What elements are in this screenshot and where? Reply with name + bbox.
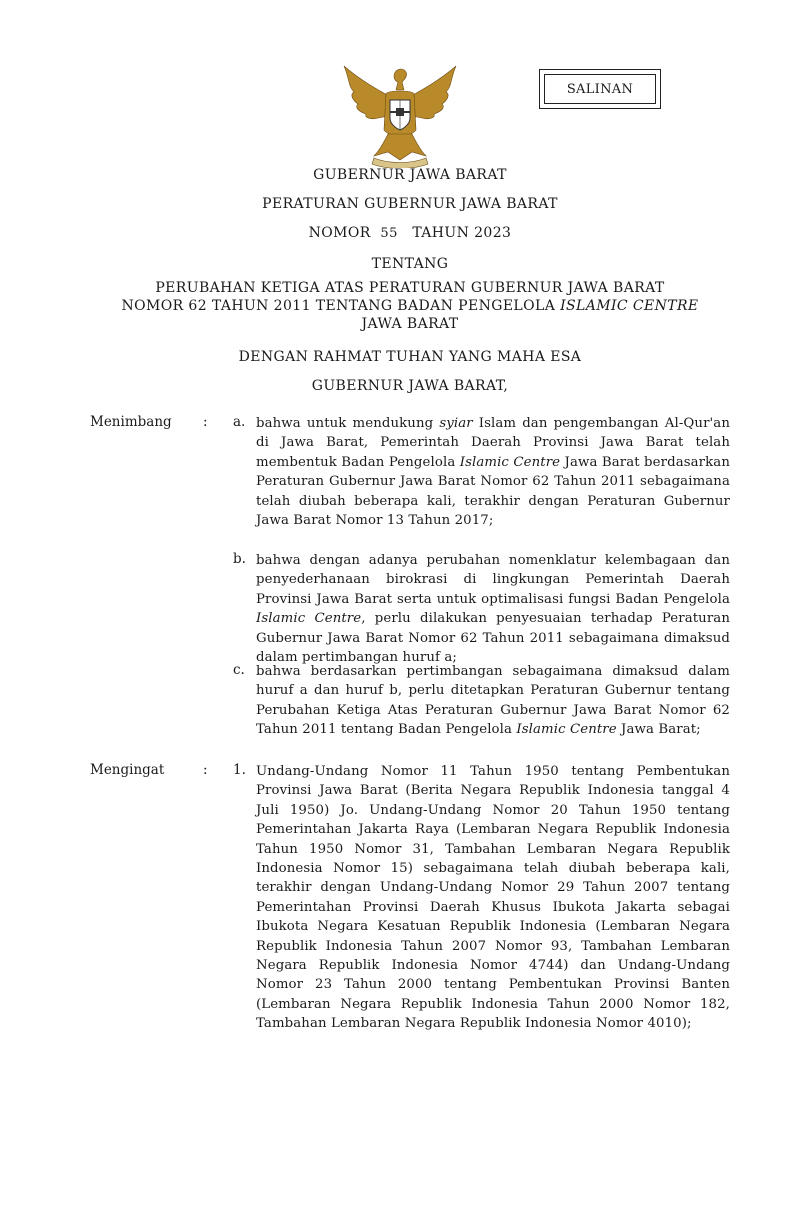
legal-basis-1-text: Undang-Undang Nomor 11 Tahun 1950 tentang Pembentukan Provinsi Jawa Barat (Berita Negara Republik Indonesia tanggal 4 Juli 1950) Jo. Undang-Undang Nomor 20 Tahun 1950 tentang Pemerintahan Jakarta Raya (Lembaran Negara Republik Indonesia Tahun 1950 Nomor 31, Tambahan Lembaran Negara Republik Indonesia Nomor 15) sebagaimana telah diubah beberapa kali, terakhir dengan Undang-Undang Nomor 29 Tahun 2007 tentang Pemerintahan Provinsi Daerah Khusus Ibukota Jakarta sebagai Ibukota Negara Kesatuan Republik Indonesia (Lembaran Negara Republik Indonesia Tahun 2007 Nomor 93, Tambahan Lembaran Negara Republik Indonesia Nomor 4744) dan Undang-Undang Nomor 23 Tahun 2000 tentang Pembentukan Provinsi Banten (Lembaran Negara Republik Indonesia Tahun 2000 Nomor 182, Tambahan Lembaran Negara Republik Indonesia Nomor 4010); bbox=[256, 764, 730, 1032]
number-prefix: NOMOR bbox=[308, 225, 371, 241]
mengingat-colon: : bbox=[203, 762, 208, 778]
number-value: 55 bbox=[380, 226, 398, 241]
legal-basis-1-marker: 1. bbox=[233, 762, 246, 778]
subject-line-2 bbox=[100, 298, 720, 314]
garuda-emblem-icon bbox=[338, 60, 462, 168]
subject-line-1: PERUBAHAN KETIGA ATAS PERATURAN GUBERNUR JAWA BARAT bbox=[155, 280, 665, 296]
consideration-b-text: bahwa dengan adanya perubahan nomenklatur kelembagaan dan penyederhanaan birokrasi di lingkungan Pemerintah Daerah Provinsi Jawa Barat serta untuk optimalisasi fungsi Badan Pengelola Islamic Centre, perlu dilakukan penyesuaian terhadap Peraturan Gubernur Jawa Barat Nomor 62 Tahun 2011 sebagaimana dimaksud dalam pertimbangan huruf a; bbox=[256, 553, 730, 666]
about-heading: TENTANG bbox=[371, 256, 449, 272]
regulation-title: PERATURAN GUBERNUR JAWA BARAT bbox=[262, 196, 558, 212]
mengingat-label: Mengingat bbox=[90, 762, 165, 778]
blessing-line: DENGAN RAHMAT TUHAN YANG MAHA ESA bbox=[238, 349, 582, 365]
subject-line-2-italic: ISLAMIC CENTRE bbox=[560, 298, 699, 314]
regulation-number bbox=[100, 225, 720, 241]
issuer-signature-heading: GUBERNUR JAWA BARAT, bbox=[311, 378, 509, 394]
menimbang-colon: : bbox=[203, 414, 208, 430]
menimbang-label: Menimbang bbox=[90, 414, 172, 430]
subject-line-2-text: NOMOR 62 TAHUN 2011 TENTANG BADAN PENGELOLA bbox=[121, 298, 561, 314]
issuer-title: GUBERNUR JAWA BARAT bbox=[313, 167, 507, 183]
consideration-a-text: bahwa untuk mendukung syiar Islam dan pengembangan Al-Qur'an di Jawa Barat, Pemerintah Daerah Provinsi Jawa Barat telah membentuk Badan Pengelola Islamic Centre Jawa Barat berdasarkan Peraturan Gubernur Jawa Barat Nomor 62 Tahun 2011 sebagaimana telah diubah beberapa kali, terakhir dengan Peraturan Gubernur Jawa Barat Nomor 13 Tahun 2017; bbox=[256, 416, 730, 529]
regulation-year: TAHUN 2023 bbox=[412, 225, 512, 241]
copy-stamp bbox=[539, 69, 661, 109]
consideration-a-marker: a. bbox=[233, 414, 246, 430]
consideration-c-marker: c. bbox=[233, 662, 245, 678]
copy-stamp-label: SALINAN bbox=[544, 74, 656, 104]
subject-line-3: JAWA BARAT bbox=[361, 316, 459, 332]
consideration-b-marker: b. bbox=[233, 551, 246, 567]
consideration-c-text: bahwa berdasarkan pertimbangan sebagaimana dimaksud dalam huruf a dan huruf b, perlu ditetapkan Peraturan Gubernur tentang Perubahan Ketiga Atas Peraturan Gubernur Jawa Barat Nomor 62 Tahun 2011 tentang Badan Pengelola Islamic Centre Jawa Barat; bbox=[256, 664, 730, 738]
